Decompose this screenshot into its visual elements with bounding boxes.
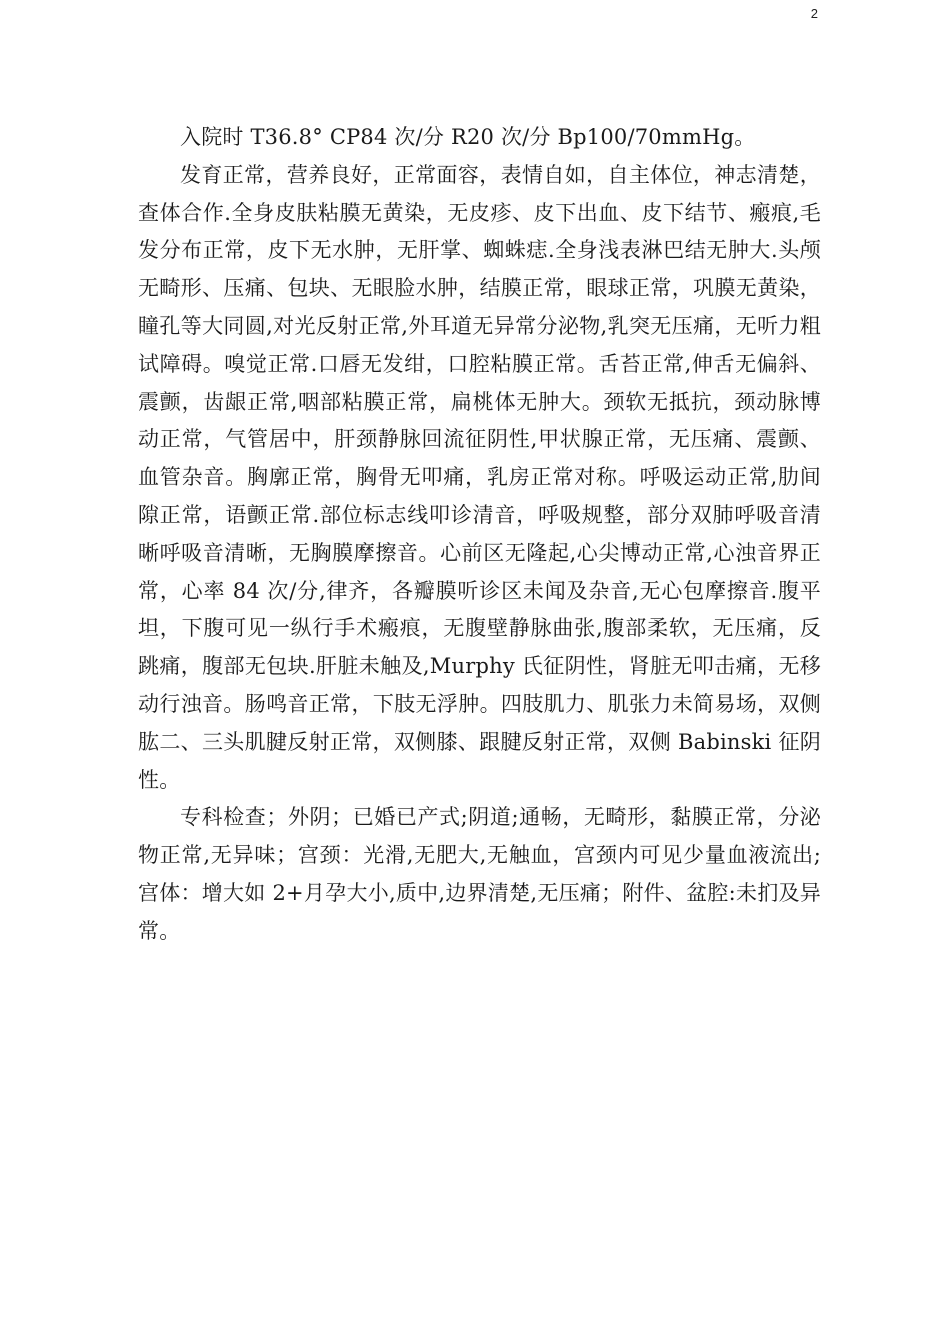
vital-signs-paragraph: 入院时 T36.8° CP84 次/分 R20 次/分 Bp100/70mmHg。 <box>180 125 756 149</box>
document-body <box>138 119 821 951</box>
specialist-exam-paragraph: 专科检查；外阴；已婚已产式;阴道;通畅，无畸形，黏膜正常，分泌物正常,无异味；宫颈：光滑,无肥大,无触血，宫颈内可见少量血液流出;宫体：增大如 2+月孕大小,质中,边界清楚,无压痛；附件、盆腔:未扪及异常。 <box>138 805 821 943</box>
page-number: 2 <box>810 6 818 21</box>
physical-exam-paragraph: 发育正常，营养良好，正常面容，表情自如，自主体位，神志清楚，查体合作.全身皮肤粘膜无黄染，无皮疹、皮下出血、皮下结节、瘢痕,毛发分布正常，皮下无水肿，无肝掌、蜘蛛痣.全身浅表淋巴结无肿大.头颅无畸形、压痛、包块、无眼脸水肿，结膜正常，眼球正常，巩膜无黄染，瞳孔等大同圆,对光反射正常,外耳道无异常分泌物,乳突无压痛，无听力粗试障碍。嗅觉正常.口唇无发绀，口腔粘膜正常。舌苔正常,伸舌无偏斜、震颤，齿龈正常,咽部粘膜正常，扁桃体无肿大。颈软无抵抗，颈动脉博动正常，气管居中，肝颈静脉回流征阴性,甲状腺正常，无压痛、震颤、血管杂音。胸廓正常，胸骨无叩痛，乳房正常对称。呼吸运动正常,肋间隙正常，语颤正常.部位标志线叩诊清音，呼吸规整，部分双肺呼吸音清晰呼吸音清晰，无胸膜摩擦音。心前区无隆起,心尖博动正常,心浊音界正常，心率 84 次/分,律齐，各瓣膜听诊区未闻及杂音,无心包摩擦音.腹平坦，下腹可见一纵行手术瘢痕，无腹壁静脉曲张,腹部柔软，无压痛，反跳痛，腹部无包块.肝脏未触及,Murphy 氏征阴性，肾脏无叩击痛，无移动行浊音。肠鸣音正常，下肢无浮肿。四肢肌力、肌张力未简易场，双侧肱二、三头肌腱反射正常，双侧膝、跟腱反射正常，双侧 Babinski 征阴性。 <box>138 162 821 792</box>
